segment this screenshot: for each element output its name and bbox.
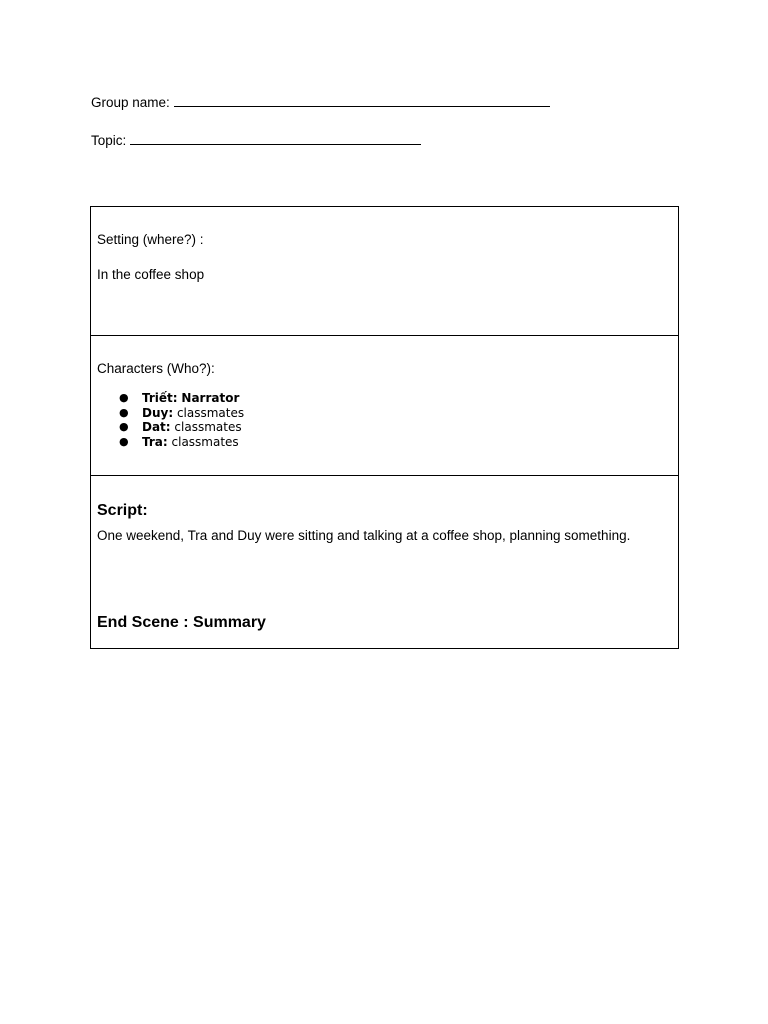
characters-cell xyxy=(91,336,678,476)
scene-table xyxy=(90,206,679,649)
setting-cell xyxy=(91,207,678,336)
group-name-label: Group name: xyxy=(91,95,170,110)
topic-blank[interactable] xyxy=(130,131,421,145)
character-name: Duy: xyxy=(142,405,174,420)
character-name: Tra: xyxy=(142,435,168,450)
bullet-icon: ● xyxy=(119,405,129,419)
group-name-blank[interactable] xyxy=(174,93,550,107)
character-role: classmates xyxy=(171,435,239,450)
group-name-field xyxy=(91,93,550,111)
character-role: classmates xyxy=(176,405,245,420)
bullet-icon: ● xyxy=(119,420,129,434)
script-cell xyxy=(91,476,678,648)
end-scene-heading: End Scene : Summary xyxy=(97,614,266,631)
script-heading: Script: xyxy=(97,502,148,519)
characters-list xyxy=(116,391,244,450)
characters-label: Characters (Who?): xyxy=(97,361,215,376)
character-role: classmates xyxy=(174,420,242,435)
character-item xyxy=(116,391,244,406)
character-item xyxy=(116,435,244,450)
topic-label: Topic: xyxy=(91,133,127,148)
script-text: One weekend, Tra and Duy were sitting and talking at a coffee shop, planning something. xyxy=(97,528,631,543)
setting-label: Setting (where?) : xyxy=(97,232,204,247)
character-role: Narrator xyxy=(181,391,240,405)
setting-value: In the coffee shop xyxy=(97,267,205,282)
topic-field xyxy=(91,131,421,149)
bullet-icon: ● xyxy=(119,435,129,449)
character-name: Dat: xyxy=(142,420,171,435)
character-item xyxy=(116,420,244,435)
character-item xyxy=(116,406,244,421)
character-name: Triết: xyxy=(142,391,178,405)
bullet-icon: ● xyxy=(119,391,129,404)
